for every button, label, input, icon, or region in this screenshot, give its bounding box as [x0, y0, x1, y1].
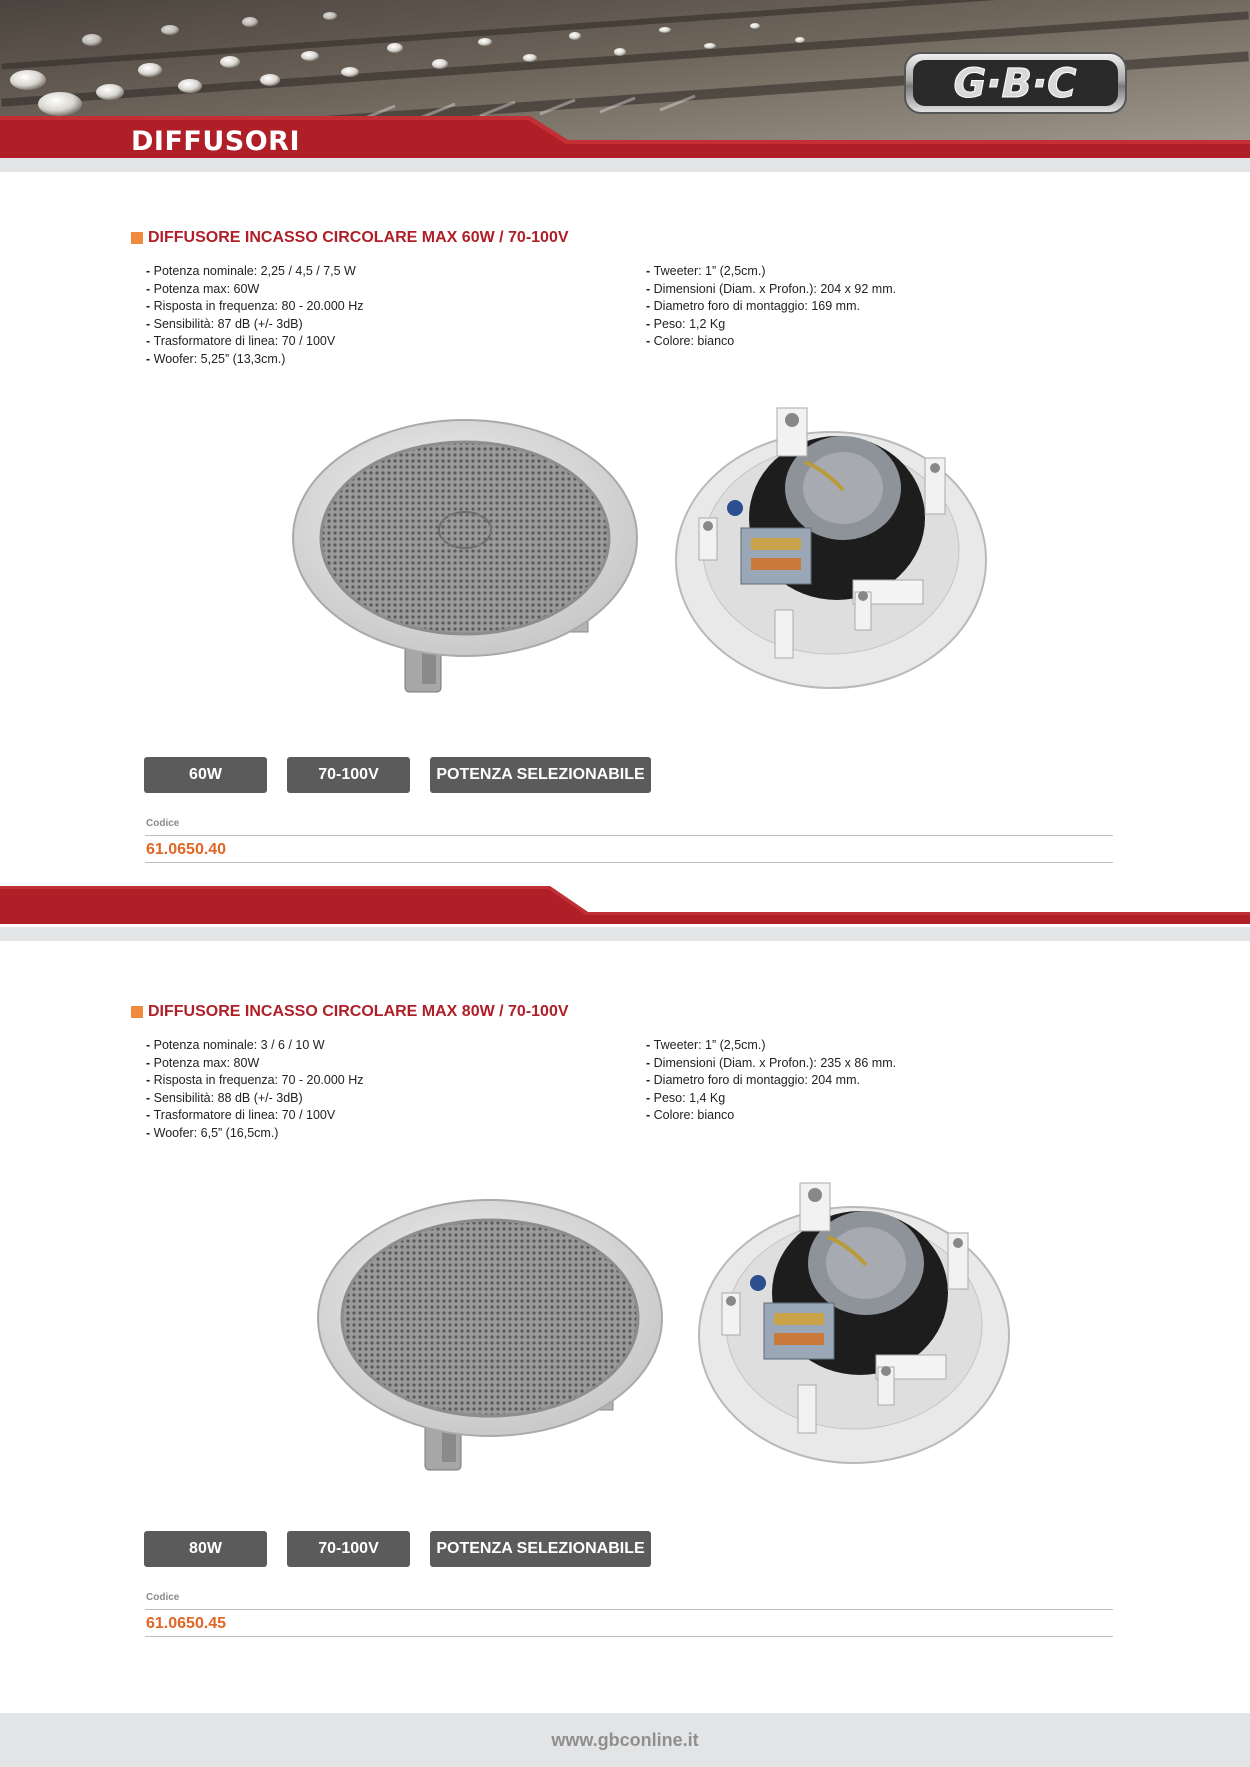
code-label: Codice — [146, 1592, 180, 1603]
code-rule-top — [145, 1609, 1113, 1610]
feature-badges — [144, 757, 651, 793]
feature-badges — [144, 1531, 651, 1567]
selectable-power-badge: POTENZA SELEZIONABILE — [430, 1531, 651, 1567]
code-rule-top — [145, 835, 1113, 836]
spec-item: - Risposta in frequenza: 80 - 20.000 Hz — [146, 298, 364, 316]
page-footer — [0, 1713, 1250, 1767]
code-rule-bottom — [145, 1636, 1113, 1637]
voltage-badge: 70-100V — [287, 1531, 410, 1567]
bullet-square-icon — [131, 232, 143, 244]
spec-list-right — [646, 263, 896, 351]
spec-item: - Sensibilità: 88 dB (+/- 3dB) — [146, 1090, 364, 1108]
speaker-rear-image — [675, 400, 993, 692]
spec-item: - Risposta in frequenza: 70 - 20.000 Hz — [146, 1072, 364, 1090]
speaker-front-image — [315, 1190, 665, 1480]
power-badge: 80W — [144, 1531, 267, 1567]
speaker-front-image — [290, 410, 640, 700]
spec-item: - Colore: bianco — [646, 333, 896, 351]
product-title — [131, 1003, 569, 1021]
spec-item: - Potenza max: 60W — [146, 281, 364, 299]
spec-item: - Trasformatore di linea: 70 / 100V — [146, 1107, 364, 1125]
speaker-rear-image — [698, 1175, 1016, 1467]
product-title — [131, 229, 569, 247]
spec-item: - Potenza max: 80W — [146, 1055, 364, 1073]
spec-item: - Tweeter: 1” (2,5cm.) — [646, 1037, 896, 1055]
spec-item: - Dimensioni (Diam. x Profon.): 235 x 86 mm. — [646, 1055, 896, 1073]
product-title-text: DIFFUSORE INCASSO CIRCOLARE MAX 60W / 70-100V — [148, 229, 569, 246]
spec-item: - Woofer: 6,5” (16,5cm.) — [146, 1125, 364, 1143]
voltage-badge: 70-100V — [287, 757, 410, 793]
spec-item: - Colore: bianco — [646, 1107, 896, 1125]
spec-item: - Trasformatore di linea: 70 / 100V — [146, 333, 364, 351]
selectable-power-badge: POTENZA SELEZIONABILE — [430, 757, 651, 793]
product-code: 61.0650.45 — [146, 1615, 227, 1632]
svg-text:G·B·C: G·B·C — [953, 61, 1077, 107]
spec-item: - Diametro foro di montaggio: 204 mm. — [646, 1072, 896, 1090]
code-rule-bottom — [145, 862, 1113, 863]
spec-item: - Potenza nominale: 3 / 6 / 10 W — [146, 1037, 364, 1055]
section-title: DIFFUSORI — [131, 126, 301, 157]
spec-item: - Woofer: 5,25” (13,3cm.) — [146, 351, 364, 369]
spec-item: - Peso: 1,2 Kg — [646, 316, 896, 334]
power-badge: 60W — [144, 757, 267, 793]
spec-list-right — [646, 1037, 896, 1125]
bullet-square-icon — [131, 1006, 143, 1018]
spec-item: - Potenza nominale: 2,25 / 4,5 / 7,5 W — [146, 263, 364, 281]
product-title-text: DIFFUSORE INCASSO CIRCOLARE MAX 80W / 70-100V — [148, 1003, 569, 1020]
spec-item: - Peso: 1,4 Kg — [646, 1090, 896, 1108]
code-label: Codice — [146, 818, 180, 829]
spec-item: - Dimensioni (Diam. x Profon.): 204 x 92 mm. — [646, 281, 896, 299]
spec-list-left — [146, 1037, 364, 1142]
spec-item: - Diametro foro di montaggio: 169 mm. — [646, 298, 896, 316]
spec-item: - Sensibilità: 87 dB (+/- 3dB) — [146, 316, 364, 334]
product-code: 61.0650.40 — [146, 841, 227, 858]
website-link[interactable]: www.gbconline.it — [551, 1730, 699, 1750]
spec-list-left — [146, 263, 364, 368]
section-divider-band — [0, 884, 1250, 942]
spec-item: - Tweeter: 1” (2,5cm.) — [646, 263, 896, 281]
